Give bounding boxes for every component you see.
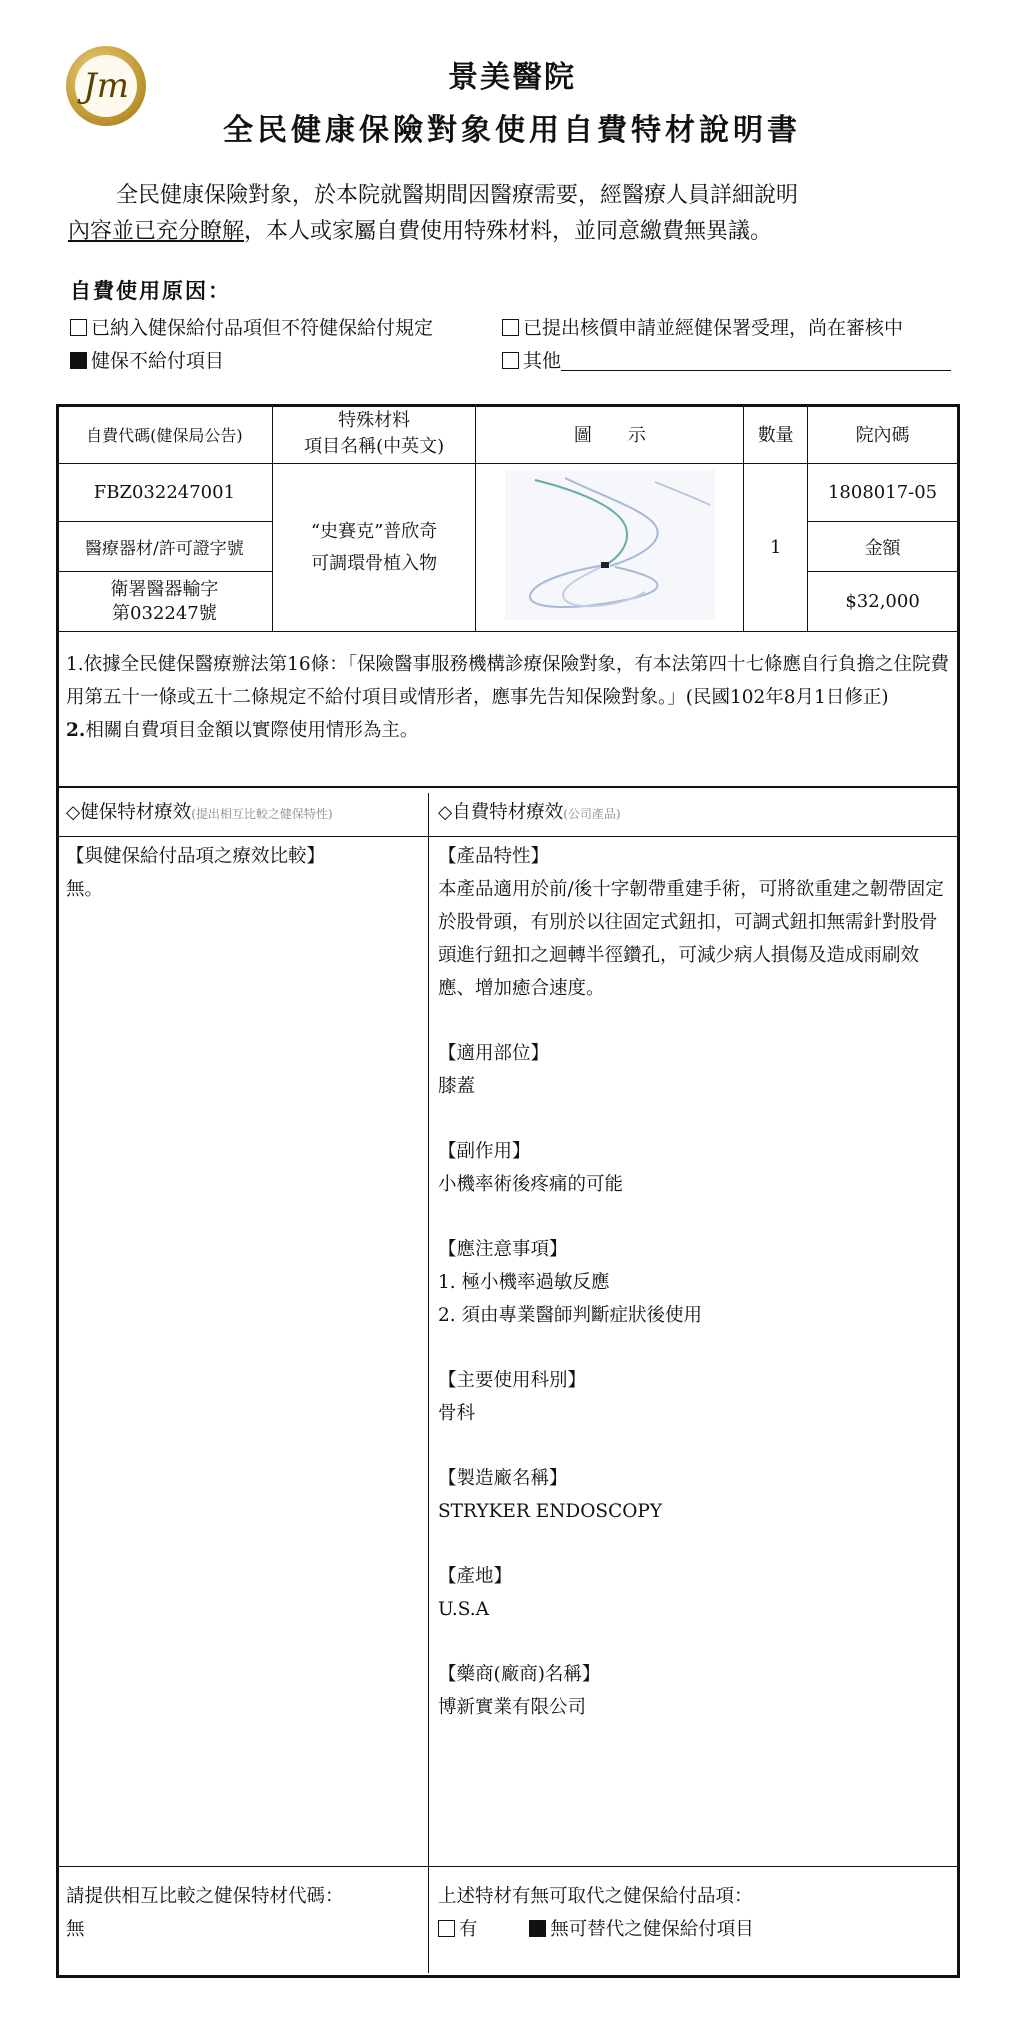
intro-underlined: 內容並已充分瞭解 bbox=[68, 219, 245, 244]
note-2-text: 相關自費項目金額以實際使用情形為主。 bbox=[85, 720, 419, 741]
note-2 bbox=[66, 714, 956, 747]
footer-divider bbox=[56, 1866, 958, 1867]
left-column-body bbox=[66, 840, 416, 906]
intro-paragraph bbox=[68, 178, 968, 250]
section-divider bbox=[56, 786, 958, 788]
reason-option-3[interactable] bbox=[70, 346, 224, 373]
manufacturer-title: 【製造廠名稱】 bbox=[438, 1468, 568, 1489]
intro-line-1: 全民健康保險對象，於本院就醫期間因醫療需要，經醫療人員詳細說明 bbox=[116, 183, 799, 208]
origin-block bbox=[438, 1560, 948, 1626]
checkbox-unchecked[interactable] bbox=[502, 319, 519, 336]
left-header-hint: (提出相互比較之健保特性) bbox=[191, 807, 333, 821]
note-2-number: 2. bbox=[66, 720, 86, 741]
right-footer bbox=[438, 1880, 948, 1946]
left-footer bbox=[66, 1880, 416, 1946]
amount-label: 金額 bbox=[808, 522, 958, 572]
checkbox-unchecked[interactable] bbox=[502, 352, 519, 369]
reason-option-4[interactable] bbox=[502, 346, 951, 373]
left-footer-label: 請提供相互比較之健保特材代碼： bbox=[66, 1886, 344, 1907]
logo-monogram: Jm bbox=[75, 55, 137, 117]
hospital-name: 景美醫院 bbox=[448, 60, 576, 95]
caution-item-1: 1. 極小機率過敏反應 bbox=[438, 1272, 610, 1293]
checkbox-checked[interactable] bbox=[70, 352, 87, 369]
site-value: 膝蓋 bbox=[438, 1076, 476, 1097]
left-footer-value[interactable]: 無 bbox=[66, 1919, 85, 1940]
table-row bbox=[57, 464, 958, 522]
amount-value: $32,000 bbox=[808, 572, 958, 632]
vendor-value: 博新實業有限公司 bbox=[438, 1697, 587, 1718]
header-qty: 數量 bbox=[744, 405, 808, 464]
manufacturer-block bbox=[438, 1462, 948, 1528]
header-item-name-line2: 項目名稱(中英文) bbox=[304, 436, 445, 457]
column-divider bbox=[428, 793, 429, 1973]
reason-option-2[interactable] bbox=[502, 313, 903, 340]
column-header-divider bbox=[56, 836, 958, 837]
notes-section bbox=[66, 648, 956, 747]
side-effect-value: 小機率術後疼痛的可能 bbox=[438, 1174, 624, 1195]
left-column-header bbox=[66, 796, 333, 831]
site-block bbox=[438, 1037, 948, 1103]
left-header-text: ◇健保特材療效 bbox=[66, 802, 192, 823]
intro-rest: ，本人或家屬自費使用特殊材料，並同意繳費無異議。 bbox=[244, 219, 773, 244]
site-title: 【適用部位】 bbox=[438, 1043, 550, 1064]
vendor-block bbox=[438, 1658, 948, 1724]
other-reason-line[interactable] bbox=[561, 352, 951, 371]
reason-option-label: 已納入健保給付品項但不符健保給付規定 bbox=[91, 317, 434, 339]
implant-image bbox=[505, 470, 715, 620]
item-name-line2: 可調環骨植入物 bbox=[311, 552, 438, 574]
reason-title: 自費使用原因： bbox=[70, 278, 231, 303]
reason-option-1[interactable] bbox=[70, 313, 433, 340]
header-image: 圖 示 bbox=[476, 405, 744, 464]
license-line1: 衛署醫器輸字 bbox=[110, 578, 219, 600]
vendor-title: 【藥商(廠商)名稱】 bbox=[438, 1664, 601, 1685]
item-name bbox=[272, 464, 476, 632]
department-value: 骨科 bbox=[438, 1403, 476, 1424]
right-column-body bbox=[438, 840, 948, 1756]
features-block bbox=[438, 840, 948, 1005]
origin-value: U.S.A bbox=[438, 1599, 490, 1620]
right-column-header bbox=[438, 796, 621, 831]
license-value bbox=[57, 572, 273, 632]
option-yes-label: 有 bbox=[459, 1919, 478, 1940]
hospital-code-value: 1808017-05 bbox=[808, 464, 958, 522]
reason-option-label: 其他 bbox=[523, 350, 562, 372]
material-image bbox=[476, 464, 744, 632]
origin-title: 【產地】 bbox=[438, 1566, 513, 1587]
compare-title: 【與健保給付品項之療效比較】 bbox=[66, 846, 326, 867]
features-text: 本產品適用於前/後十字韌帶重建手術，可將欲重建之韌帶固定於股骨頭，有別於以往固定式鈕扣，可調式鈕扣無需針對股骨頭進行鈕扣之迴轉半徑鑽孔，可減少病人損傷及造成雨刷效應、增加癒合速度。 bbox=[438, 879, 944, 999]
header-code: 自費代碼(健保局公告) bbox=[57, 405, 273, 464]
caution-block bbox=[438, 1233, 948, 1332]
license-line2: 第032247號 bbox=[112, 602, 217, 624]
intro-line-2 bbox=[68, 214, 968, 250]
right-footer-label: 上述特材有無可取代之健保給付品項： bbox=[438, 1886, 753, 1907]
note-1: 1.依據全民健保醫療辦法第16條：「保險醫事服務機構診療保險對象，有本法第四十七條應自行負擔之住院費用第五十一條或五十二條規定不給付項目或情形者，應事先告知保險對象。」(民國102年8月1日修正) bbox=[66, 654, 949, 708]
right-header-text: ◇自費特材療效 bbox=[438, 802, 564, 823]
material-table bbox=[56, 404, 958, 632]
option-no-label: 無可替代之健保給付項目 bbox=[550, 1919, 754, 1940]
side-effect-title: 【副作用】 bbox=[438, 1141, 531, 1162]
header-hospital-code: 院內碼 bbox=[808, 405, 958, 464]
document-title: 全民健康保險對象使用自費特材說明書 bbox=[223, 113, 801, 148]
table-header-row bbox=[57, 405, 958, 464]
header-item-name bbox=[272, 405, 476, 464]
compare-value: 無。 bbox=[66, 879, 104, 900]
checkbox-unchecked[interactable] bbox=[438, 1920, 455, 1937]
replacement-options bbox=[438, 1913, 948, 1946]
department-block bbox=[438, 1364, 948, 1430]
reason-option-label: 健保不給付項目 bbox=[91, 350, 225, 372]
manufacturer-value: STRYKER ENDOSCOPY bbox=[438, 1501, 663, 1522]
checkbox-unchecked[interactable] bbox=[70, 319, 87, 336]
right-header-hint: (公司產品) bbox=[563, 807, 621, 821]
department-title: 【主要使用科別】 bbox=[438, 1370, 587, 1391]
item-name-line1: “史賽克”普欣奇 bbox=[310, 520, 438, 542]
code-value: FBZ032247001 bbox=[57, 464, 273, 522]
caution-title: 【應注意事項】 bbox=[438, 1239, 568, 1260]
license-label: 醫療器材/許可證字號 bbox=[57, 522, 273, 572]
header-item-name-line1: 特殊材料 bbox=[338, 410, 411, 431]
checkbox-checked[interactable] bbox=[529, 1920, 546, 1937]
features-title: 【產品特性】 bbox=[438, 846, 550, 867]
side-effect-block bbox=[438, 1135, 948, 1201]
caution-item-2: 2. 須由專業醫師判斷症狀後使用 bbox=[438, 1305, 703, 1326]
quantity-value: 1 bbox=[744, 464, 808, 632]
reason-option-label: 已提出核價申請並經健保署受理，尚在審核中 bbox=[523, 317, 904, 339]
